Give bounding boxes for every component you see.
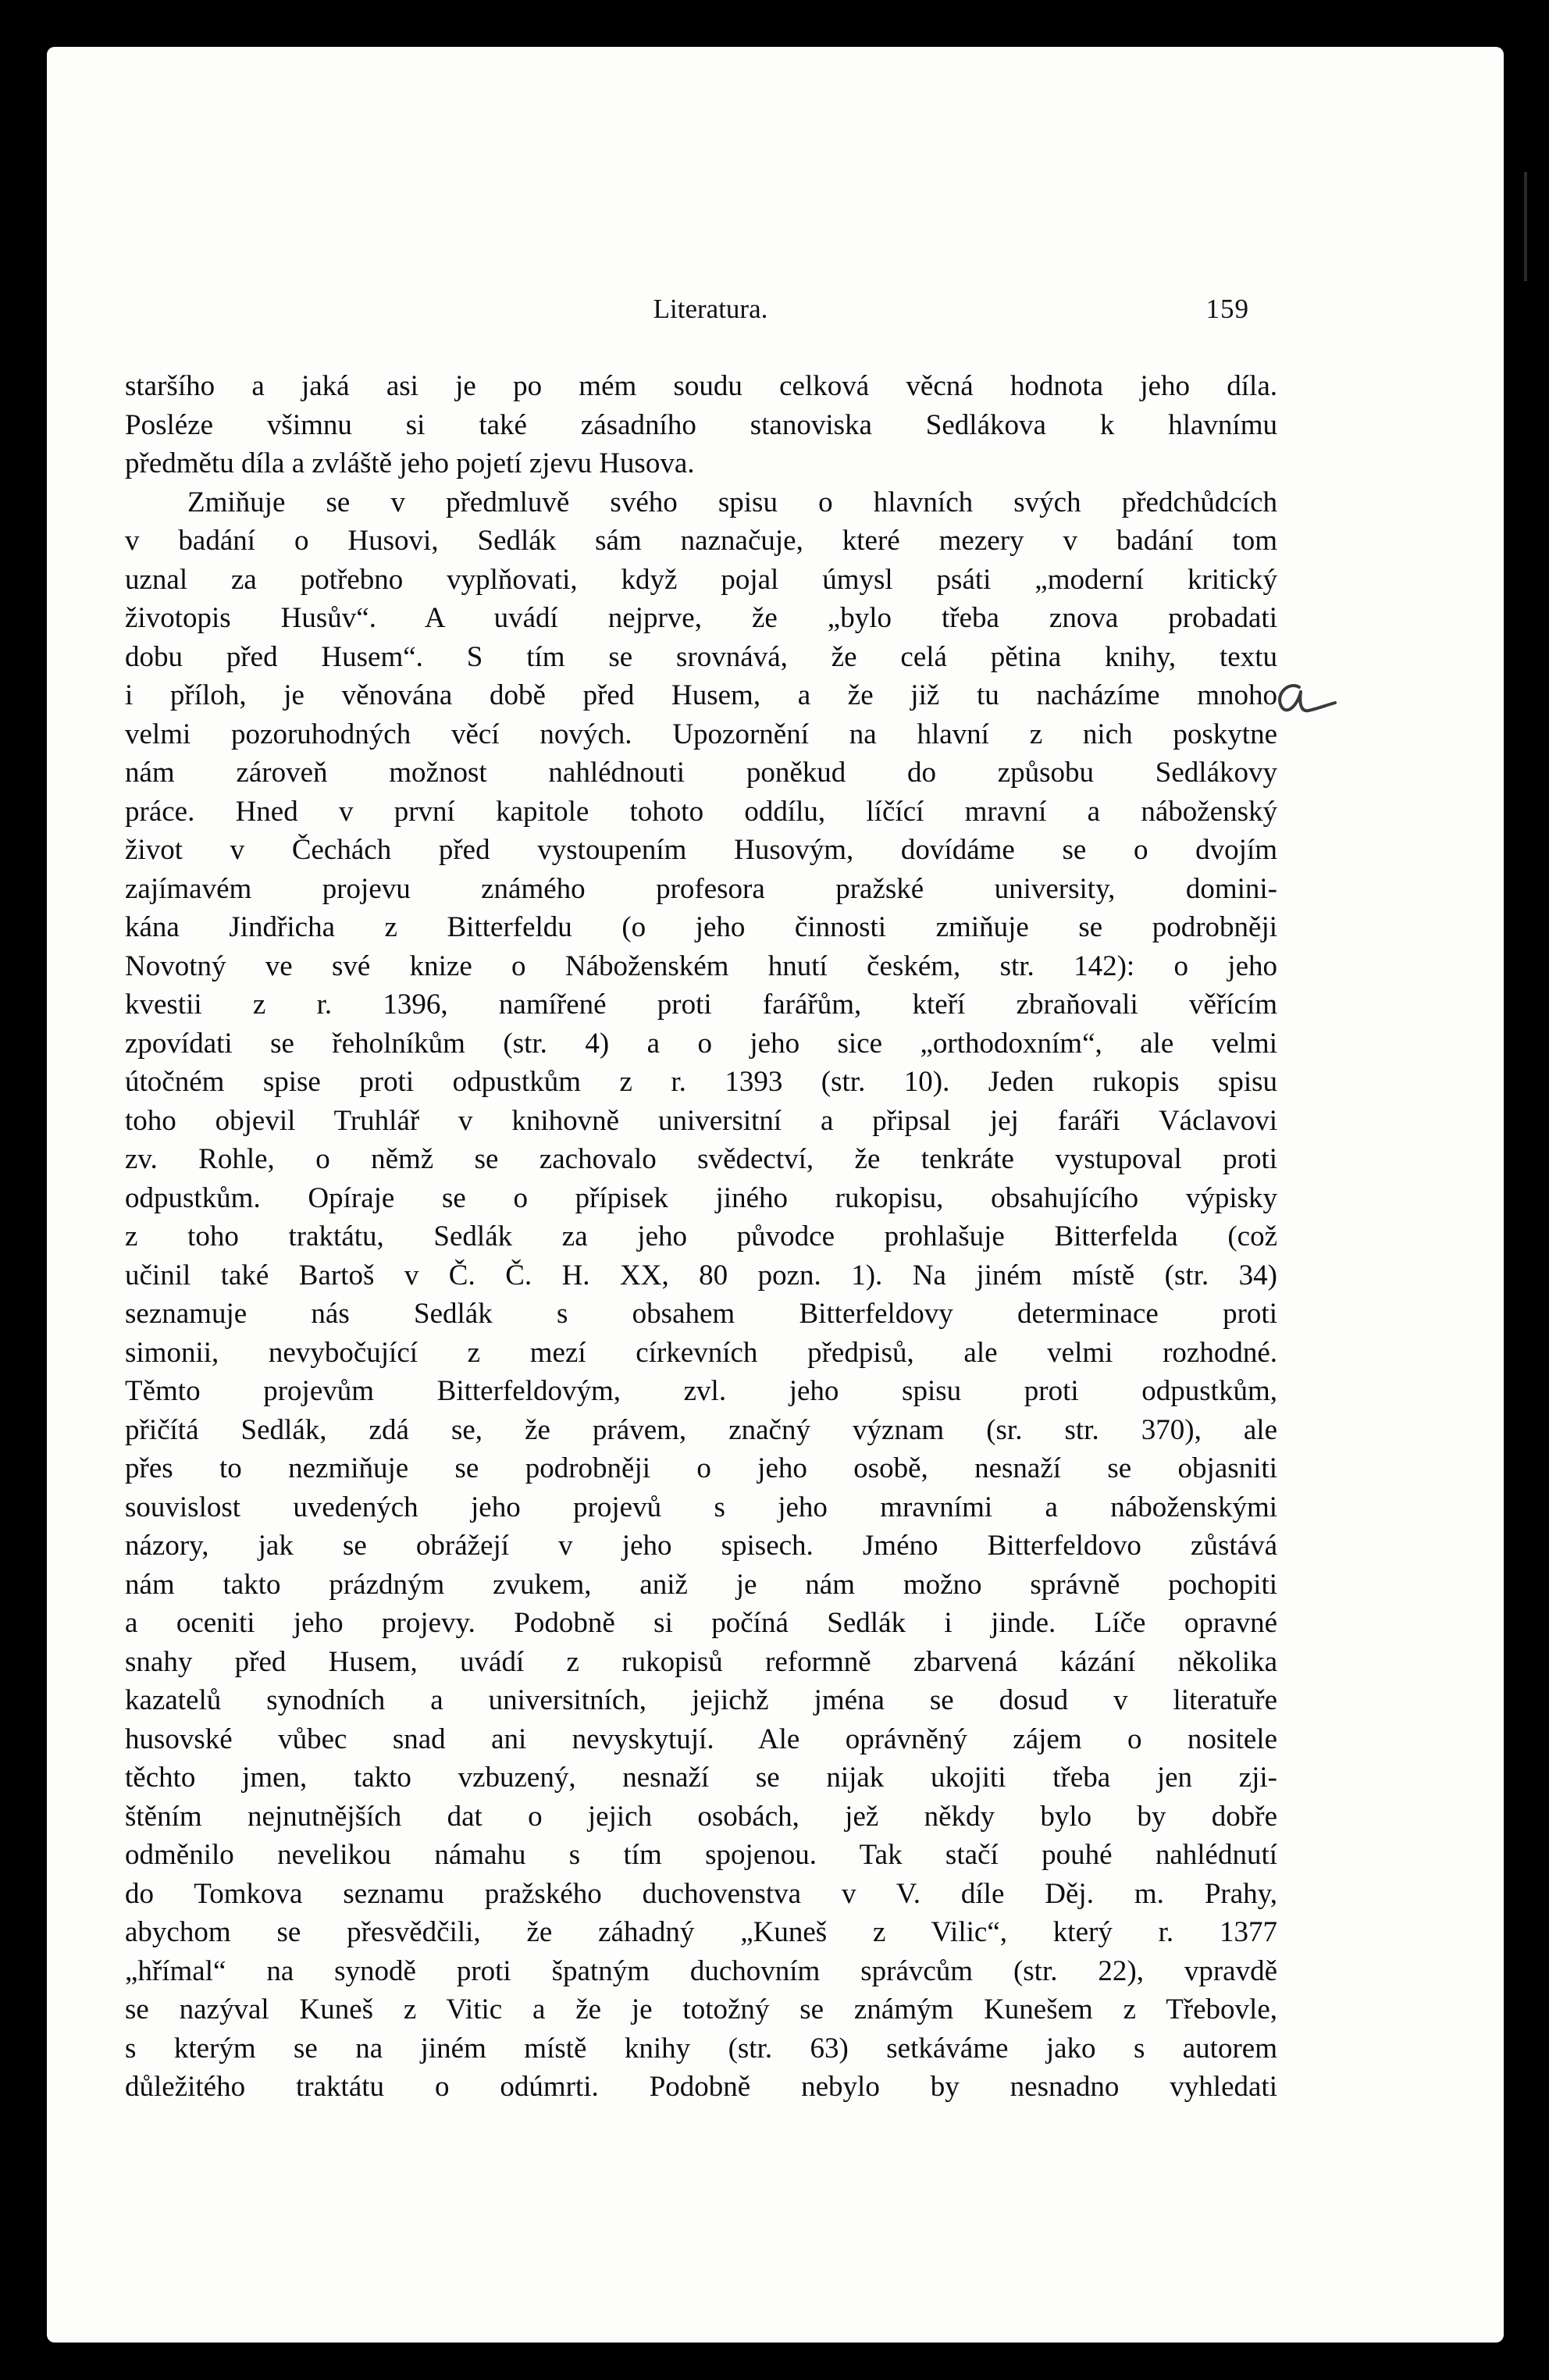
page-header <box>172 294 1249 333</box>
text-line: simonii, nevybočující z mezí církevních předpisů, ale velmi rozhodné. <box>125 1336 1277 1369</box>
text-line: „hřímal“ na synodě proti špatným duchovním správcům (str. 22), vpravdě <box>125 1954 1277 1987</box>
text-line: abychom se přesvědčili, že záhadný „Kuneš z Vilic“, který r. 1377 <box>125 1916 1277 1948</box>
text-line: útočném spise proti odpustkům z r. 1393 (str. 10). Jeden rukopis spisu <box>125 1066 1277 1098</box>
text-line: kazatelů synodních a universitních, jejichž jména se dosud v literatuře <box>125 1684 1277 1716</box>
body-text <box>125 367 1277 2107</box>
text-line: kána Jindřicha z Bitterfeldu (o jeho činnosti zmiňuje se podrobněji <box>125 911 1277 943</box>
text-line: husovské vůbec snad ani nevyskytují. Ale oprávněný zájem o nositele <box>125 1723 1277 1755</box>
text-line: život v Čechách před vystoupením Husovým, dovídáme se o dvojím <box>125 834 1277 866</box>
page-number: 159 <box>1205 294 1249 324</box>
text-line: seznamuje nás Sedlák s obsahem Bitterfeldovy determinace proti <box>125 1298 1277 1330</box>
text-line: práce. Hned v první kapitole tohoto oddílu, líčící mravní a náboženský <box>125 795 1277 828</box>
text-line: těchto jmen, takto vzbuzený, nesnaží se nijak ukojiti třeba jen zji- <box>125 1762 1277 1794</box>
text-line: toho objevil Truhlář v knihovně universitní a připsal jej faráři Václavovi <box>125 1104 1277 1137</box>
text-line: snahy před Husem, uvádí z rukopisů reformně zbarvená kázání několika <box>125 1645 1277 1678</box>
text-line: zajímavém projevu známého profesora pražské university, domini- <box>125 872 1277 905</box>
text-line: v badání o Husovi, Sedlák sám naznačuje, které mezery v badání tom <box>125 525 1277 557</box>
document-page <box>47 47 1504 2343</box>
text-line: nám takto prázdným zvukem, aniž je nám možno správně pochopiti <box>125 1568 1277 1601</box>
text-line: přičítá Sedlák, zdá se, že právem, značný význam (sr. str. 370), ale <box>125 1413 1277 1446</box>
text-line: uznal za potřebno vyplňovati, když pojal úmysl psáti „moderní kritický <box>125 563 1277 596</box>
scan-edge-mark <box>1524 172 1527 281</box>
text-line: dobu před Husem“. S tím se srovnává, že celá pětina knihy, textu <box>125 640 1277 673</box>
text-line: Novotný ve své knize o Náboženském hnutí českém, str. 142): o jeho <box>125 950 1277 982</box>
text-line: předmětu díla a zvláště jeho pojetí zjevu Husova. <box>125 447 695 479</box>
text-line: velmi pozoruhodných věcí nových. Upozornění na hlavní z nich poskytne <box>125 718 1277 750</box>
text-line: se nazýval Kuneš z Vitic a že je totožný se známým Kunešem z Třebovle, <box>125 1993 1277 2025</box>
text-line: a oceniti jeho projevy. Podobně si počíná Sedlák i jinde. Líče opravné <box>125 1607 1277 1639</box>
text-line: zpovídati se řeholníkům (str. 4) a o jeho sice „orthodoxním“, ale velmi <box>125 1027 1277 1060</box>
text-line: učinil také Bartoš v Č. Č. H. XX, 80 pozn. 1). Na jiném místě (str. 34) <box>125 1259 1277 1292</box>
text-line: Zmiňuje se v předmluvě svého spisu o hlavních svých předchůdcích <box>187 486 1277 518</box>
text-line: odpustkům. Opíraje se o přípisek jiného rukopisu, obsahujícího výpisky <box>125 1181 1277 1214</box>
handwritten-margin-note <box>1265 664 1343 726</box>
text-line: nám zároveň možnost nahlédnouti poněkud do způsobu Sedlákovy <box>125 757 1277 789</box>
text-line: štěním nejnutnějších dat o jejich osobách, jež někdy bylo by dobře <box>125 1800 1277 1833</box>
text-line: staršího a jaká asi je po mém soudu celková věcná hodnota jeho díla. <box>125 370 1277 402</box>
text-line: názory, jak se obrážejí v jeho spisech. Jméno Bitterfeldovo zůstává <box>125 1530 1277 1562</box>
text-line: do Tomkova seznamu pražského duchovenstva v V. díle Děj. m. Prahy, <box>125 1877 1277 1910</box>
text-line: Posléze všimnu si také zásadního stanoviska Sedlákova k hlavnímu <box>125 408 1277 441</box>
text-line: s kterým se na jiném místě knihy (str. 63) setkáváme jako s autorem <box>125 2032 1277 2065</box>
text-line: z toho traktátu, Sedlák za jeho původce prohlašuje Bitterfelda (což <box>125 1220 1277 1252</box>
text-line: kvestii z r. 1396, namířené proti farářům, kteří zbraňovali věřícím <box>125 989 1277 1021</box>
text-line: zv. Rohle, o němž se zachovalo svědectví, že tenkráte vystupoval proti <box>125 1143 1277 1175</box>
text-line: životopis Husův“. A uvádí nejprve, že „bylo třeba znova probadati <box>125 602 1277 634</box>
text-line: Těmto projevům Bitterfeldovým, zvl. jeho spisu proti odpustkům, <box>125 1375 1277 1407</box>
text-line: odměnilo nevelikou námahu s tím spojenou. Tak stačí pouhé nahlédnutí <box>125 1839 1277 1871</box>
text-line: důležitého traktátu o odúmrti. Podobně nebylo by nesnadno vyhledati <box>125 2071 1277 2103</box>
running-title: Literatura. <box>653 294 768 324</box>
text-line: souvislost uvedených jeho projevů s jeho mravními a náboženskými <box>125 1491 1277 1523</box>
text-line: přes to nezmiňuje se podrobněji o jeho osobě, nesnaží se objasniti <box>125 1452 1277 1484</box>
text-line: i příloh, je věnována době před Husem, a že již tu nacházíme mnoho <box>125 679 1277 711</box>
